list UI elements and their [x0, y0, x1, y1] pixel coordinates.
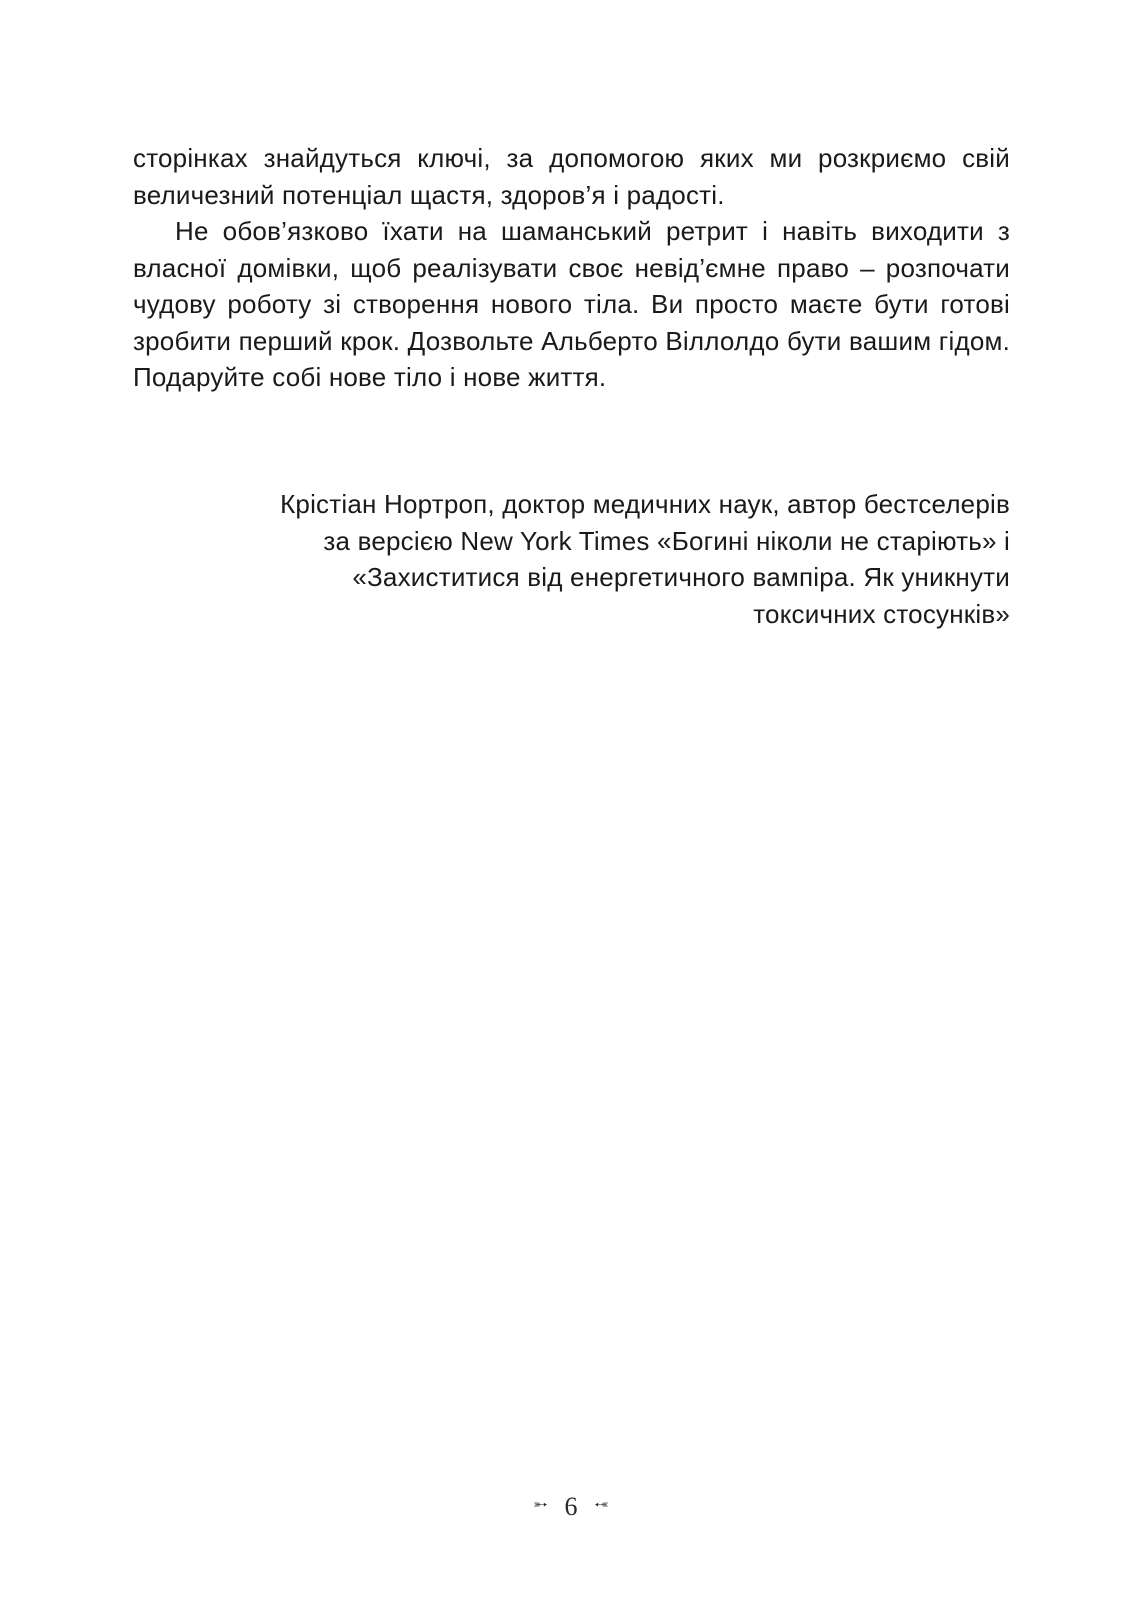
body-text [133, 140, 1010, 396]
attribution-line: Крістіан Нортроп, доктор медичних наук, автор бестселерів [280, 489, 1010, 519]
attribution-line: за версією New York Times «Богині ніколи не старіють» і [323, 525, 1010, 556]
attribution-line: «Захиститися від енергетичного вампіра. Як уникнути [352, 562, 1010, 592]
paragraph: Не обов’язково їхати на шаманський ретрит і навіть виходити з власної домівки, щоб реалізувати своє невід’ємне право – розпочати чудову роботу зі створення нового тіла. Ви просто маєте бути готові зробити перший крок. Дозвольте Альберто Віллолдо бути вашим гідом. Подаруйте собі нове тіло і нове життя. [133, 216, 1010, 392]
attribution-line: токсичних стосунків» [753, 598, 1010, 629]
paragraph-continued: сторінках знайдуться ключі, за допомогою яких ми розкриємо свій величезний потенціал щастя, здоров’я і радості. [133, 143, 1010, 210]
page-footer [0, 1490, 1142, 1522]
ornament-left-icon: ➳ [532, 1497, 548, 1513]
ornament-right-icon: ➳ [594, 1497, 610, 1513]
page-number: 6 [564, 1492, 578, 1522]
attribution [133, 486, 1010, 632]
